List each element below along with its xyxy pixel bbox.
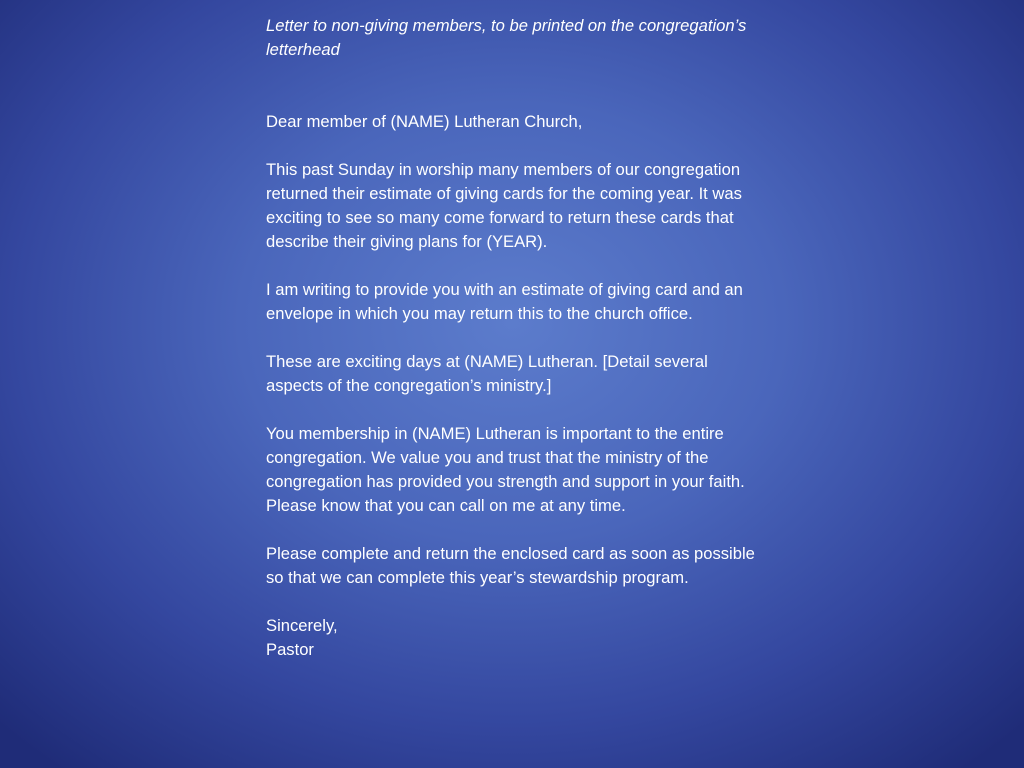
spacer (266, 62, 762, 110)
letter-paragraph: You membership in (NAME) Lutheran is important to the entire congregation. We value you and trust that the ministry of the congregation has provided you strength and support in your faith. Please know that you can call on me at any time. (266, 424, 745, 515)
letter-salutation: Dear member of (NAME) Lutheran Church, (266, 112, 583, 131)
letter-paragraph: This past Sunday in worship many members of our congregation returned their estimate of giving cards for the coming year. It was exciting to see so many come forward to return these cards that describe their giving plans for (YEAR). (266, 160, 742, 251)
letter-paragraph: These are exciting days at (NAME) Lutheran. [Detail several aspects of the congregation’s ministry.] (266, 352, 708, 395)
spacer (266, 134, 762, 158)
letter-paragraph: I am writing to provide you with an estimate of giving card and an envelope in which you may return this to the church office. (266, 280, 743, 323)
letter-closing (266, 614, 762, 662)
spacer (266, 326, 762, 350)
spacer (266, 590, 762, 614)
spacer (266, 254, 762, 278)
letter-paragraph: Please complete and return the enclosed card as soon as possible so that we can complete this year’s stewardship program. (266, 544, 755, 587)
spacer (266, 398, 762, 422)
letter-text-block (266, 14, 762, 662)
spacer (266, 518, 762, 542)
signature-text: Pastor (266, 640, 314, 659)
closing-text: Sincerely, (266, 616, 338, 635)
letter-heading-note: Letter to non-giving members, to be printed on the congregation’s letterhead (266, 16, 747, 59)
